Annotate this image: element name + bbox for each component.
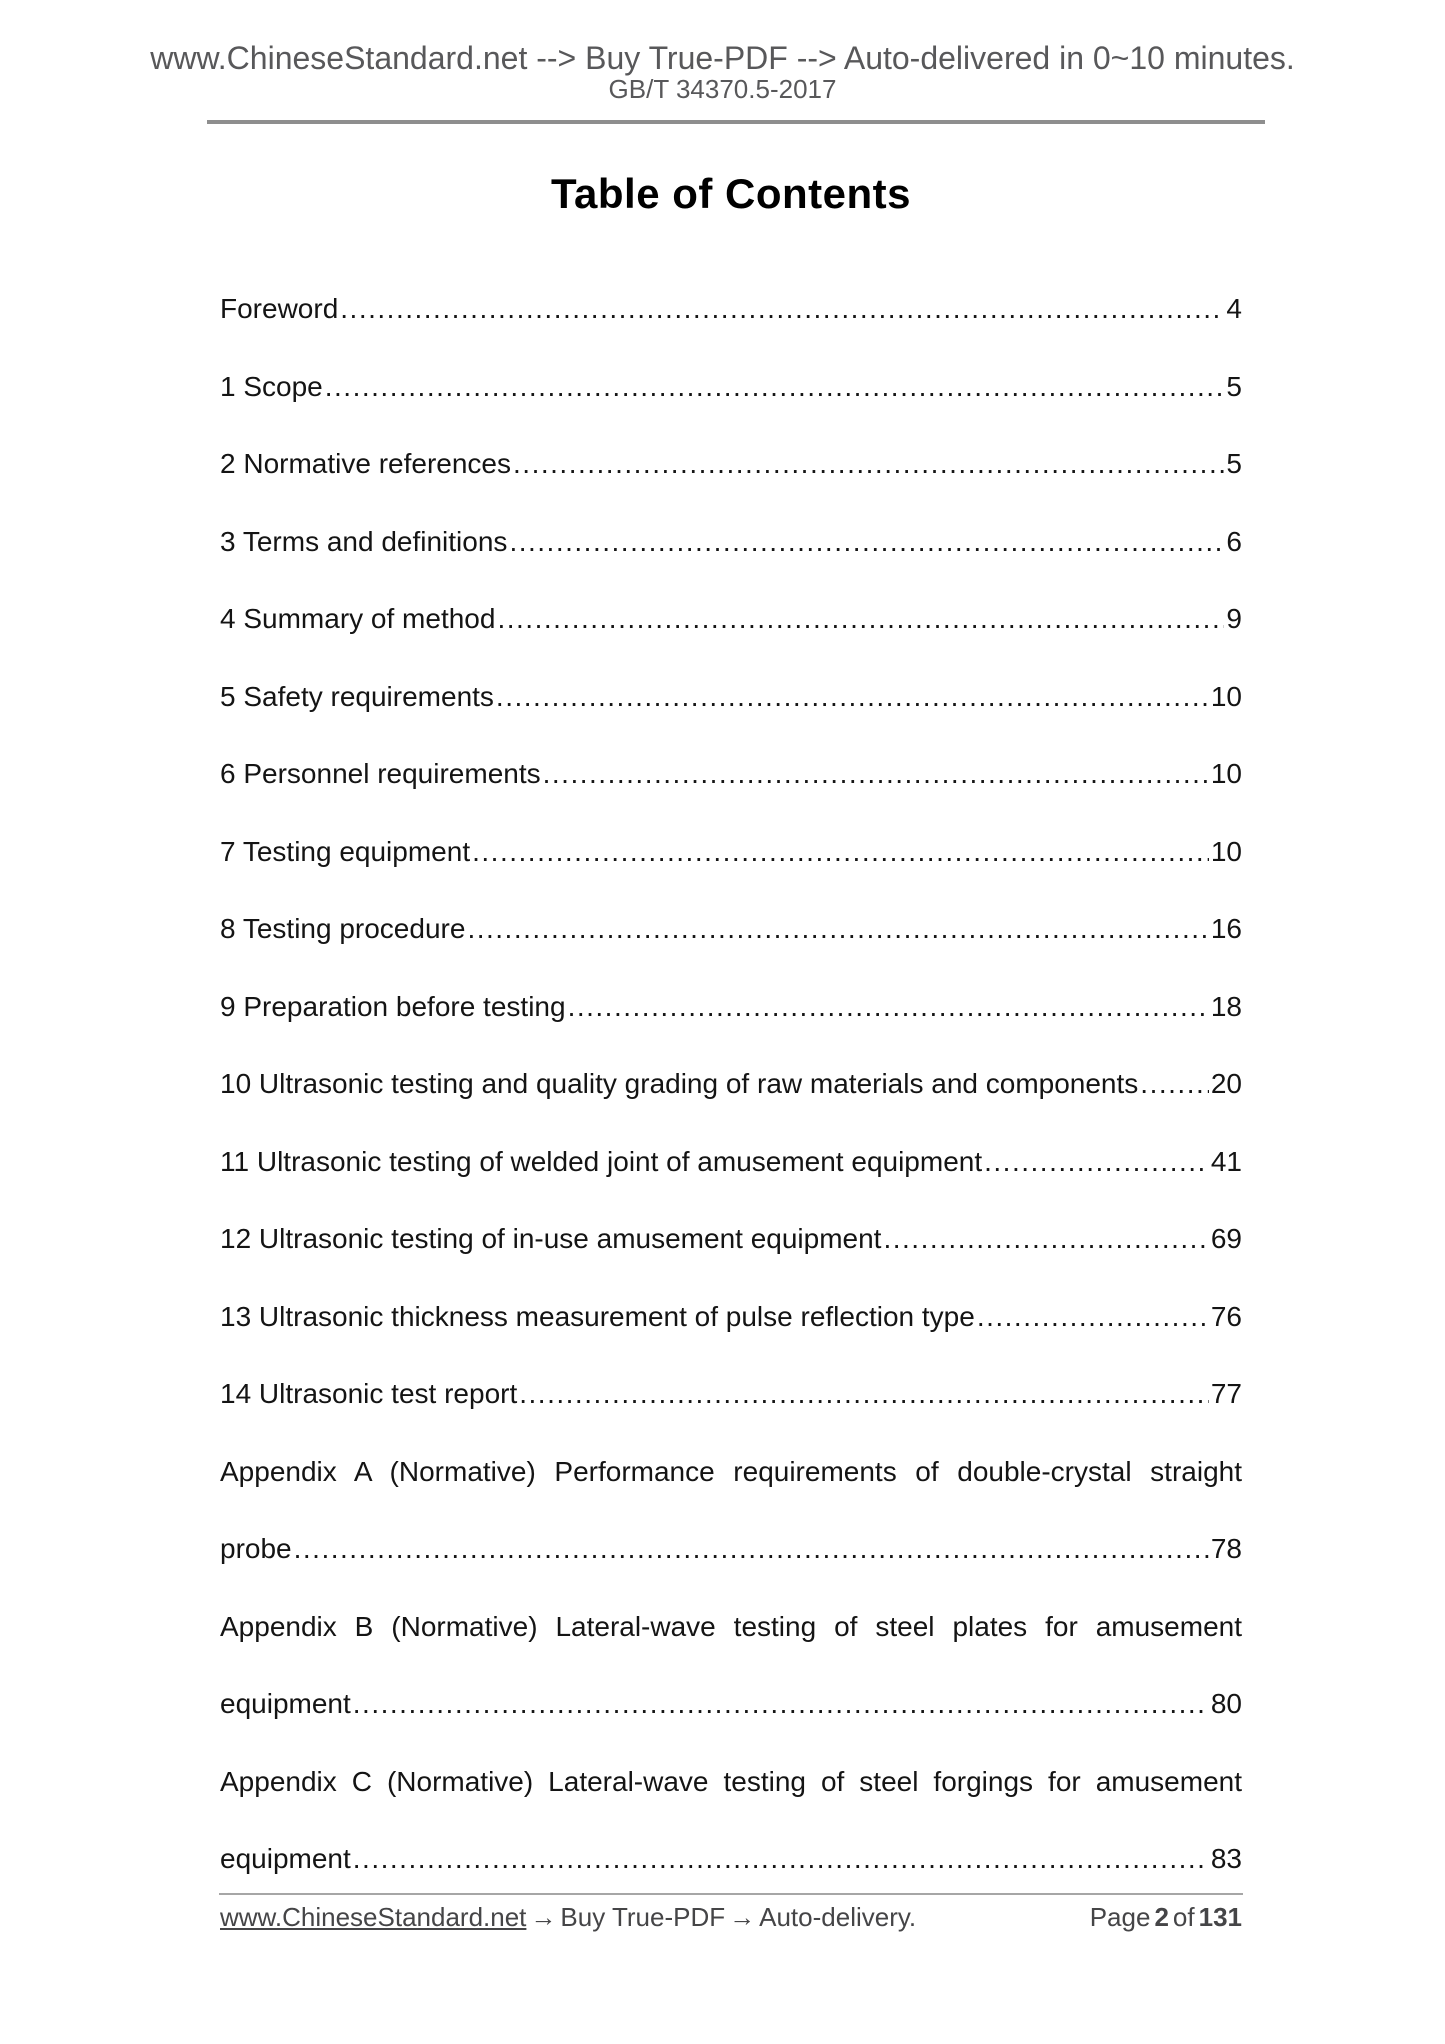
toc-entry-label: 7 Testing equipment <box>220 835 471 867</box>
toc-dot-leader <box>509 524 1224 560</box>
toc-entry-label: probe <box>220 1533 292 1564</box>
toc-entry-row <box>220 834 1242 870</box>
toc-entry-label: 6 Personnel requirements <box>220 758 541 789</box>
toc-entry-page-number: 16 <box>1210 913 1242 944</box>
toc-entry-page-number: 20 <box>1210 1068 1242 1099</box>
toc-entry-6[interactable] <box>220 679 1242 715</box>
toc-entry-row <box>220 601 1242 637</box>
toc-dot-leader <box>1140 1066 1209 1102</box>
toc-list <box>220 291 1242 1919</box>
toc-entry-10[interactable] <box>220 989 1242 1025</box>
toc-entry-row <box>220 369 1242 405</box>
toc-entry-row <box>220 1221 1242 1257</box>
toc-dot-leader <box>984 1144 1209 1180</box>
toc-entry-label: 11 Ultrasonic testing of welded joint of amusement equipment <box>220 1145 983 1177</box>
toc-entry-row <box>220 1066 1242 1102</box>
toc-entry-5[interactable] <box>220 601 1242 637</box>
toc-dot-leader <box>543 756 1209 792</box>
toc-entry-label: 5 Safety requirements <box>220 680 494 712</box>
toc-entry-16[interactable] <box>220 1454 1242 1568</box>
toc-entry-row <box>220 1376 1242 1412</box>
toc-entry-page-number: 41 <box>1210 1145 1242 1177</box>
toc-entry-page-number: 6 <box>1226 525 1242 557</box>
toc-dot-leader <box>353 1841 1209 1877</box>
toc-entry-9[interactable] <box>220 911 1242 947</box>
toc-entry-row <box>220 524 1242 560</box>
toc-entry-page-number: 83 <box>1210 1843 1242 1874</box>
footer-page-label: Page <box>1089 1902 1151 1932</box>
toc-entry-15[interactable] <box>220 1376 1242 1412</box>
footer-delivery-text: Auto-delivery. <box>759 1902 917 1932</box>
toc-entry-page-number: 4 <box>1226 293 1242 324</box>
toc-dot-leader <box>519 1376 1209 1412</box>
toc-entry-13[interactable] <box>220 1221 1242 1257</box>
toc-dot-leader <box>497 601 1224 637</box>
toc-entry-label: Foreword <box>220 293 339 324</box>
toc-entry-label: equipment <box>220 1843 351 1874</box>
page-title: Table of Contents <box>550 170 912 217</box>
toc-entry-17[interactable] <box>220 1609 1242 1723</box>
toc-entry-3[interactable] <box>220 446 1242 482</box>
toc-dot-leader <box>883 1221 1208 1257</box>
header-banner-text: www.ChineseStandard.net --> Buy True-PDF --> Auto-delivered in 0~10 minutes. <box>150 40 1295 76</box>
toc-entry-row <box>220 1299 1242 1335</box>
toc-entry-8[interactable] <box>220 834 1242 870</box>
toc-entry-wrap-text: Appendix A (Normative) Performance requirements of double-crystal straight <box>220 1455 1242 1487</box>
toc-entry-18[interactable] <box>220 1764 1242 1878</box>
footer-of-label: of <box>1172 1902 1195 1932</box>
toc-entry-label: 4 Summary of method <box>220 603 496 634</box>
toc-dot-leader <box>513 446 1224 482</box>
toc-dot-leader <box>340 291 1224 327</box>
toc-entry-row <box>220 1841 1242 1877</box>
toc-dot-leader <box>467 911 1208 947</box>
toc-entry-7[interactable] <box>220 756 1242 792</box>
toc-entry-label: 8 Testing procedure <box>220 913 466 944</box>
toc-dot-leader <box>977 1299 1209 1335</box>
toc-entry-page-number: 78 <box>1210 1533 1242 1564</box>
footer-divider <box>219 1893 1243 1895</box>
toc-entry-page-number: 10 <box>1210 680 1242 712</box>
toc-entry-label: 1 Scope <box>220 370 323 402</box>
toc-entry-page-number: 80 <box>1210 1688 1242 1719</box>
toc-entry-11[interactable] <box>220 1066 1242 1102</box>
toc-entry-page-number: 77 <box>1210 1378 1242 1409</box>
toc-dot-leader <box>472 834 1209 870</box>
toc-entry-label: 9 Preparation before testing <box>220 990 566 1022</box>
toc-entry-label: 14 Ultrasonic test report <box>220 1378 518 1409</box>
toc-dot-leader <box>353 1686 1209 1722</box>
toc-entry-label: equipment <box>220 1688 351 1719</box>
toc-entry-page-number: 10 <box>1210 835 1242 867</box>
toc-entry-wrap-text: Appendix C (Normative) Lateral-wave testing of steel forgings for amusement <box>220 1765 1242 1797</box>
toc-entry-4[interactable] <box>220 524 1242 560</box>
toc-entry-label: 10 Ultrasonic testing and quality grading of raw materials and components <box>220 1068 1139 1099</box>
footer <box>220 1902 1242 1933</box>
toc-entry-row <box>220 989 1242 1025</box>
toc-entry-row <box>220 291 1242 327</box>
footer-page-indicator <box>1086 1902 1242 1933</box>
toc-entry-row <box>220 756 1242 792</box>
toc-entry-wrap-text: Appendix B (Normative) Lateral-wave testing of steel plates for amusement <box>220 1610 1242 1642</box>
toc-entry-row <box>220 911 1242 947</box>
toc-entry-page-number: 69 <box>1210 1223 1242 1254</box>
header-divider <box>207 120 1265 124</box>
toc-entry-2[interactable] <box>220 369 1242 405</box>
toc-entry-page-number: 9 <box>1226 603 1242 634</box>
toc-entry-1[interactable] <box>220 291 1242 327</box>
toc-entry-row <box>220 1686 1242 1722</box>
toc-entry-page-number: 10 <box>1210 758 1242 789</box>
toc-dot-leader <box>325 369 1225 405</box>
toc-entry-label: 13 Ultrasonic thickness measurement of pulse reflection type <box>220 1300 975 1332</box>
toc-entry-label: 2 Normative references <box>220 448 512 479</box>
footer-left <box>220 1902 920 1933</box>
toc-dot-leader <box>496 679 1209 715</box>
header-doc-code: GB/T 34370.5-2017 <box>608 74 837 104</box>
toc-entry-label: 3 Terms and definitions <box>220 525 508 557</box>
arrow-right-icon: → <box>530 1902 557 1932</box>
toc-entry-row <box>220 1144 1242 1180</box>
arrow-right-icon: → <box>729 1902 756 1932</box>
footer-website-link[interactable]: www.ChineseStandard.net <box>220 1902 527 1932</box>
toc-entry-14[interactable] <box>220 1299 1242 1335</box>
toc-dot-leader <box>294 1531 1209 1567</box>
footer-page-current: 2 <box>1154 1902 1169 1932</box>
toc-entry-page-number: 5 <box>1226 448 1242 479</box>
toc-entry-page-number: 5 <box>1226 370 1242 402</box>
toc-dot-leader <box>568 989 1209 1025</box>
toc-entry-row <box>220 679 1242 715</box>
footer-buy-text: Buy True-PDF <box>560 1902 726 1932</box>
toc-entry-page-number: 18 <box>1210 990 1242 1022</box>
footer-page-total: 131 <box>1198 1902 1242 1932</box>
toc-entry-row <box>220 446 1242 482</box>
toc-entry-page-number: 76 <box>1210 1300 1242 1332</box>
toc-entry-12[interactable] <box>220 1144 1242 1180</box>
toc-entry-label: 12 Ultrasonic testing of in-use amusement equipment <box>220 1223 882 1254</box>
toc-entry-row <box>220 1531 1242 1567</box>
